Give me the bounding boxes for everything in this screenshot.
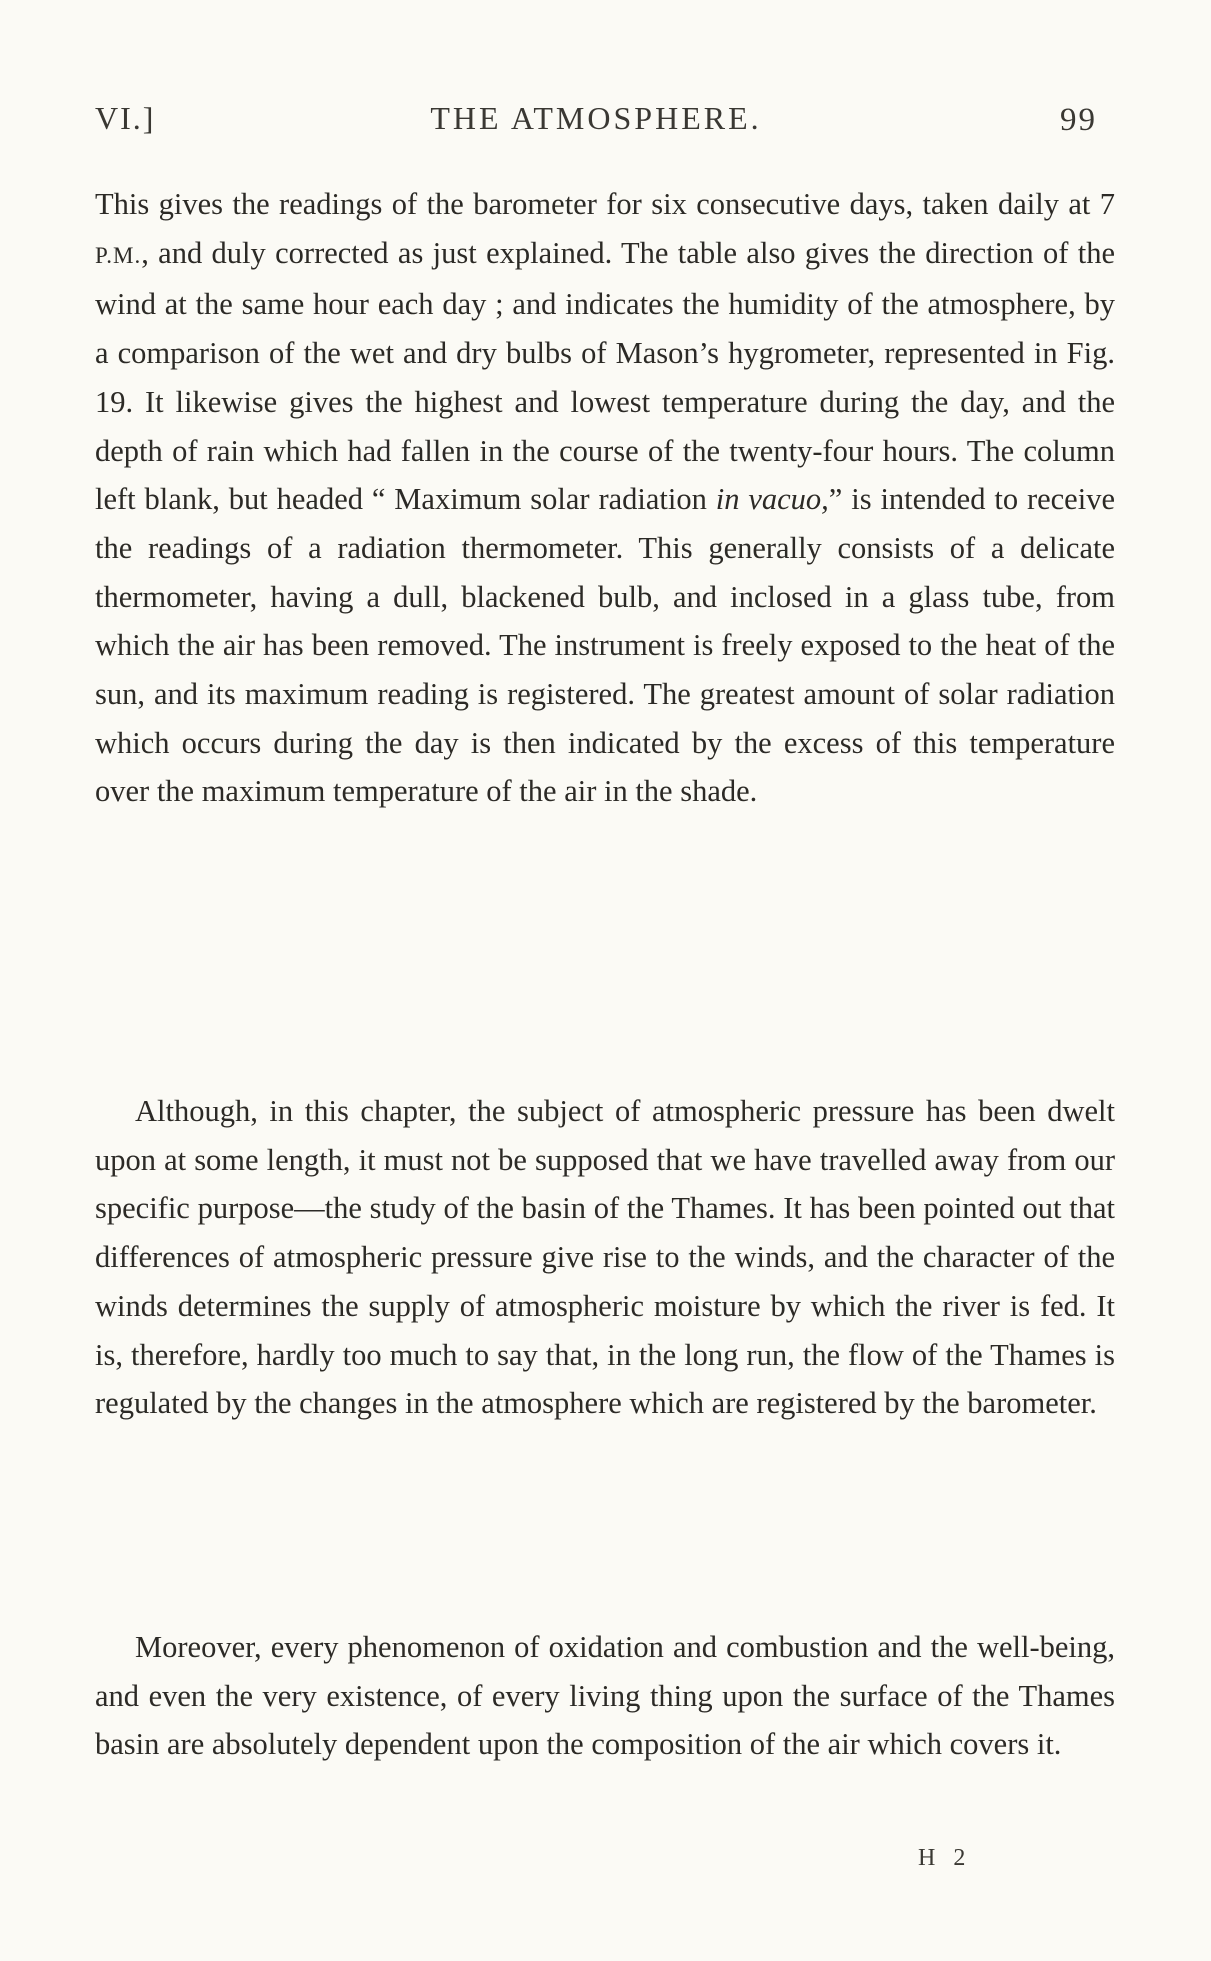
chapter-number: VI.] [95, 100, 156, 136]
paragraph-text: ” is intended to receive the readings of a radiation thermometer. This generally consists of a delicate thermometer, having a dull, blackened bulb, and inclosed in a glass tube, from which the air has been removed. The instrument is freely exposed to the heat of the sun, and its maximum reading is registered. The greatest amount of solar radiation which occurs during the day is then indicated by the excess of this temperature over the maximum temperature of the air in the shade. [95, 482, 1115, 809]
page-title: THE ATMOSPHERE. [430, 100, 762, 136]
page-number: 99 [1060, 102, 1097, 138]
paragraph-atmospheric-pressure [95, 1087, 1115, 1428]
paragraph-text: Moreover, every phenomenon of oxidation and combustion and the well-being, and even the very existence, of every living thing upon the surface of the Thames basin are absolutely dependent upon the composition of the air which covers it. [95, 1630, 1115, 1762]
italic-phrase: in vacuo, [715, 482, 829, 517]
paragraph-text: Although, in this chapter, the subject of atmospheric pressure has been dwelt upon at some length, it must not be supposed that we have travelled away from our specific purpose—the study of the basin of the Thames. It has been pointed out that differences of atmospheric pressure give rise to the winds, and the character of the winds determines the supply of atmospheric moisture by which the river is fed. It is, therefore, hardly too much to say that, in the long run, the flow of the Thames is regulated by the changes in the atmosphere which are registered by the barometer. [95, 1094, 1115, 1421]
paragraph-oxidation [95, 1623, 1115, 1769]
paragraph-barometer-readings [95, 180, 1115, 816]
running-head [95, 100, 1097, 146]
paragraph-text: , and duly corrected as just explained. The table also gives the direction of the wind at the same hour each day ; and indicates the humidity of the atmosphere, by a comparison of the wet and dry bulbs of Mason’s hygrometer, represented in Fig. 19. It likewise gives the highest and lowest temperature during the day, and the depth of rain which had fallen in the course of the twenty-four hours. The column left blank, but headed “ Maximum solar radiation [95, 235, 1115, 517]
time-abbreviation: P.M. [95, 242, 142, 268]
signature-mark: H 2 [918, 1845, 972, 1871]
paragraph-text: This gives the readings of the barometer for six consecutive days, taken daily at 7 [95, 187, 1115, 221]
